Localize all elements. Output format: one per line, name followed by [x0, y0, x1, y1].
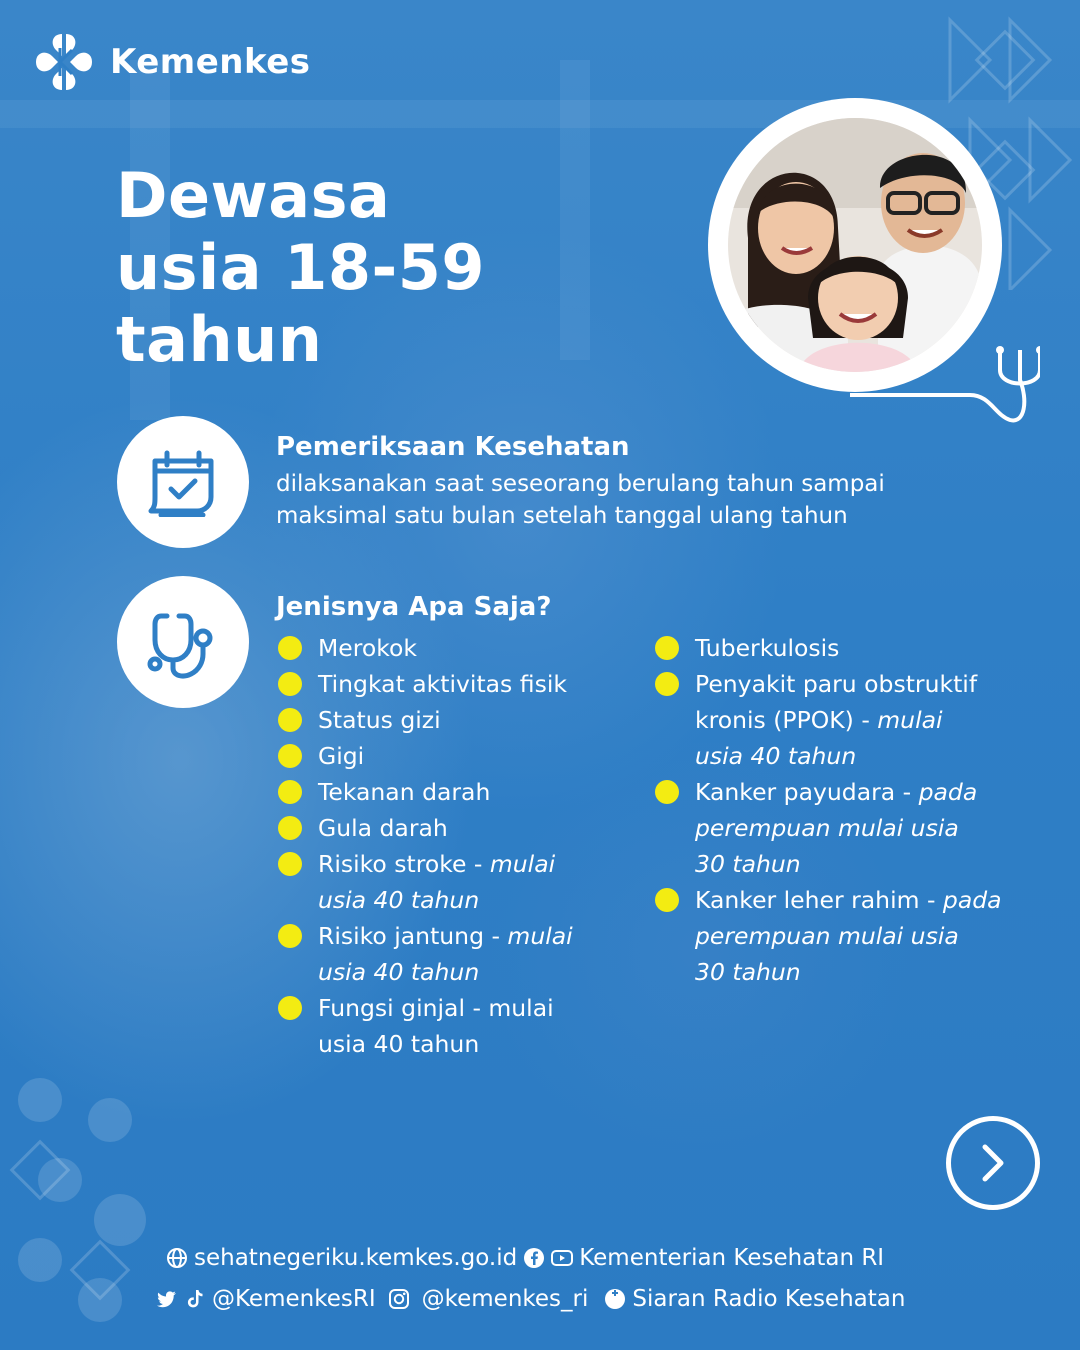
bullet-dot	[655, 780, 679, 804]
list-item	[276, 738, 616, 774]
item-note: mulai	[507, 922, 573, 950]
list-item	[653, 666, 1053, 774]
item-note: usia 40 tahun	[318, 958, 480, 986]
brand-logo	[32, 30, 311, 94]
footer-row-2	[156, 1286, 905, 1312]
instagram-handle[interactable]: @kemenkes_ri	[421, 1286, 589, 1312]
item-note: usia 40 tahun	[318, 886, 480, 914]
item-text: Risiko jantung -	[318, 922, 508, 950]
bullet-dot	[655, 888, 679, 912]
radio-srk-icon	[604, 1288, 626, 1310]
item-text: Merokok	[318, 634, 418, 662]
item-note: usia 40 tahun	[695, 742, 857, 770]
item-text: Gigi	[318, 742, 365, 770]
item-note: pada	[942, 886, 1002, 914]
kemenkes-logo-icon	[32, 30, 96, 94]
list-item	[276, 630, 616, 666]
title-line-3: tahun	[116, 303, 323, 376]
item-text: kronis (PPOK) -	[695, 706, 878, 734]
bullet-dot	[278, 996, 302, 1020]
item-note: 30 tahun	[695, 850, 801, 878]
item-note: 30 tahun	[695, 958, 801, 986]
checkup-description-line-1: dilaksanakan saat seseorang berulang tahun sampai	[276, 471, 885, 497]
checkup-description	[276, 468, 996, 532]
bullet-dot	[278, 816, 302, 840]
stethoscope-icon-badge	[117, 576, 249, 708]
list-item	[276, 918, 616, 990]
page-title	[116, 160, 636, 376]
family-illustration	[728, 118, 982, 372]
bullet-dot	[278, 780, 302, 804]
item-note: perempuan mulai usia	[695, 814, 959, 842]
item-note: pada	[918, 778, 978, 806]
brand-name: Kemenkes	[110, 42, 311, 82]
item-note: mulai	[877, 706, 943, 734]
list-item	[276, 990, 616, 1062]
list-item	[653, 882, 1053, 990]
list-item	[276, 774, 616, 810]
list-item	[276, 846, 616, 918]
item-text: Fungsi ginjal - mulai	[318, 994, 554, 1022]
item-text: usia 40 tahun	[318, 1030, 480, 1058]
item-text: Kanker payudara -	[695, 778, 919, 806]
checkup-types-list-right	[653, 630, 1053, 990]
item-text: Tuberkulosis	[695, 634, 840, 662]
title-line-2: usia 18-59	[116, 231, 486, 304]
item-text: Tekanan darah	[318, 778, 491, 806]
checkup-description-line-2: maksimal satu bulan setelah tanggal ulang tahun	[276, 503, 848, 529]
checkup-title: Pemeriksaan Kesehatan	[276, 432, 630, 462]
item-text: Kanker leher rahim -	[695, 886, 943, 914]
checkup-types-list-left	[276, 630, 616, 1062]
item-text: Gula darah	[318, 814, 448, 842]
globe-icon	[166, 1247, 188, 1269]
bullet-dot	[655, 672, 679, 696]
twitter-icon[interactable]	[156, 1288, 178, 1310]
item-text: Tingkat aktivitas fisik	[318, 670, 567, 698]
item-text: Risiko stroke -	[318, 850, 490, 878]
facebook-icon[interactable]	[523, 1247, 545, 1269]
family-photo	[728, 118, 982, 372]
stethoscope-decoration-icon	[850, 340, 1040, 430]
list-item	[653, 630, 1053, 666]
item-text: Status gizi	[318, 706, 441, 734]
item-note: mulai	[489, 850, 556, 878]
youtube-icon[interactable]	[551, 1247, 573, 1269]
next-slide-button[interactable]	[946, 1116, 1040, 1210]
bullet-dot	[278, 672, 302, 696]
tiktok-icon[interactable]	[184, 1288, 206, 1310]
list-item	[276, 702, 616, 738]
types-title: Jenisnya Apa Saja?	[276, 592, 552, 622]
calendar-check-icon	[145, 447, 221, 517]
bullet-dot	[278, 708, 302, 732]
calendar-icon-badge	[117, 416, 249, 548]
list-item	[653, 774, 1053, 882]
stethoscope-icon	[143, 602, 223, 682]
facebook-youtube-handle[interactable]: Kementerian Kesehatan RI	[579, 1245, 885, 1271]
ornament-pattern-bottom-left	[0, 1060, 160, 1350]
list-item	[276, 810, 616, 846]
item-note: perempuan mulai usia	[695, 922, 959, 950]
bullet-dot	[278, 636, 302, 660]
bullet-dot	[655, 636, 679, 660]
radio-program-name[interactable]: Siaran Radio Kesehatan	[632, 1286, 906, 1312]
twitter-tiktok-handle[interactable]: @KemenkesRI	[212, 1286, 376, 1312]
chevron-right-icon	[973, 1141, 1013, 1185]
footer-row-1	[166, 1245, 884, 1271]
item-text: Penyakit paru obstruktif	[695, 670, 978, 698]
instagram-icon[interactable]	[388, 1288, 410, 1310]
bullet-dot	[278, 744, 302, 768]
list-item	[276, 666, 616, 702]
bullet-dot	[278, 852, 302, 876]
title-line-1: Dewasa	[116, 159, 391, 232]
bullet-dot	[278, 924, 302, 948]
website-link[interactable]: sehatnegeriku.kemkes.go.id	[194, 1245, 518, 1271]
